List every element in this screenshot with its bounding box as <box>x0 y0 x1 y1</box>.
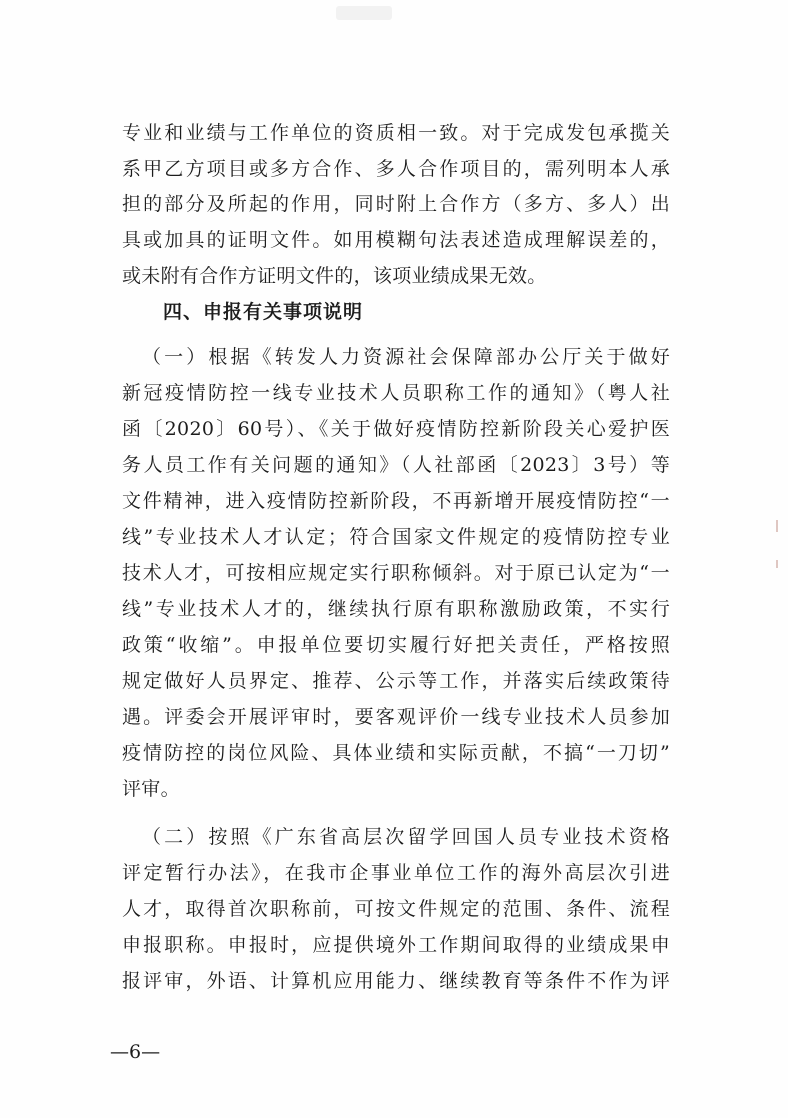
text-line: 规定做好人员界定、推荐、公示等工作，并落实后续政策待 <box>122 670 670 692</box>
text-line: 函〔2020〕60号）、《关于做好疫情防控新阶段关心爱护医 <box>122 418 670 440</box>
section-heading: 四、申报有关事项说明 <box>163 301 364 323</box>
scan-edge-mark <box>776 560 778 568</box>
text-line: 文件精神，进入疫情防控新阶段，不再新增开展疫情防控“一 <box>122 490 670 512</box>
text-line: 评审。 <box>122 778 180 800</box>
text-line: 评定暂行办法》，在我市企事业单位工作的海外高层次引进 <box>122 862 670 884</box>
text-line: 申报职称。申报时，应提供境外工作期间取得的业绩成果申 <box>122 934 670 956</box>
text-line: 务人员工作有关问题的通知》（人社部函〔2023〕3号）等 <box>122 454 670 476</box>
text-line: 线”专业技术人才的，继续执行原有职称激励政策，不实行 <box>122 598 670 620</box>
text-line: 系甲乙方项目或多方合作、多人合作项目的，需列明本人承 <box>122 158 670 180</box>
text-line: 具或加具的证明文件。如用模糊句法表述造成理解误差的， <box>122 229 670 251</box>
text-line: 技术人才，可按相应规定实行职称倾斜。对于原已认定为“一 <box>122 562 670 584</box>
page-number: —6— <box>110 1041 161 1063</box>
text-line: 人才，取得首次职称前，可按文件规定的范围、条件、流程 <box>122 898 670 920</box>
text-line: 政策“收缩”。申报单位要切实履行好把关责任，严格按照 <box>122 634 670 656</box>
text-line: 线”专业技术人才认定；符合国家文件规定的疫情防控专业 <box>122 526 670 548</box>
text-line: 担的部分及所起的作用，同时附上合作方（多方、多人）出 <box>122 193 670 215</box>
text-line: 新冠疫情防控一线专业技术人员职称工作的通知》（粤人社 <box>122 382 670 404</box>
text-line: 遇。评委会开展评审时，要客观评价一线专业技术人员参加 <box>122 706 670 728</box>
text-line: 疫情防控的岗位风险、具体业绩和实际贡献，不搞“一刀切” <box>122 742 670 764</box>
text-line: 专业和业绩与工作单位的资质相一致。对于完成发包承揽关 <box>122 122 670 144</box>
paragraph-first-line: （一）根据《转发人力资源社会保障部办公厅关于做好 <box>142 346 670 368</box>
scan-mark <box>336 6 392 20</box>
paragraph-first-line: （二）按照《广东省高层次留学回国人员专业技术资格 <box>142 826 670 848</box>
text-line: 报评审，外语、计算机应用能力、继续教育等条件不作为评 <box>122 970 670 992</box>
scan-edge-mark <box>776 520 778 532</box>
text-line: 或未附有合作方证明文件的，该项业绩成果无效。 <box>122 265 547 287</box>
